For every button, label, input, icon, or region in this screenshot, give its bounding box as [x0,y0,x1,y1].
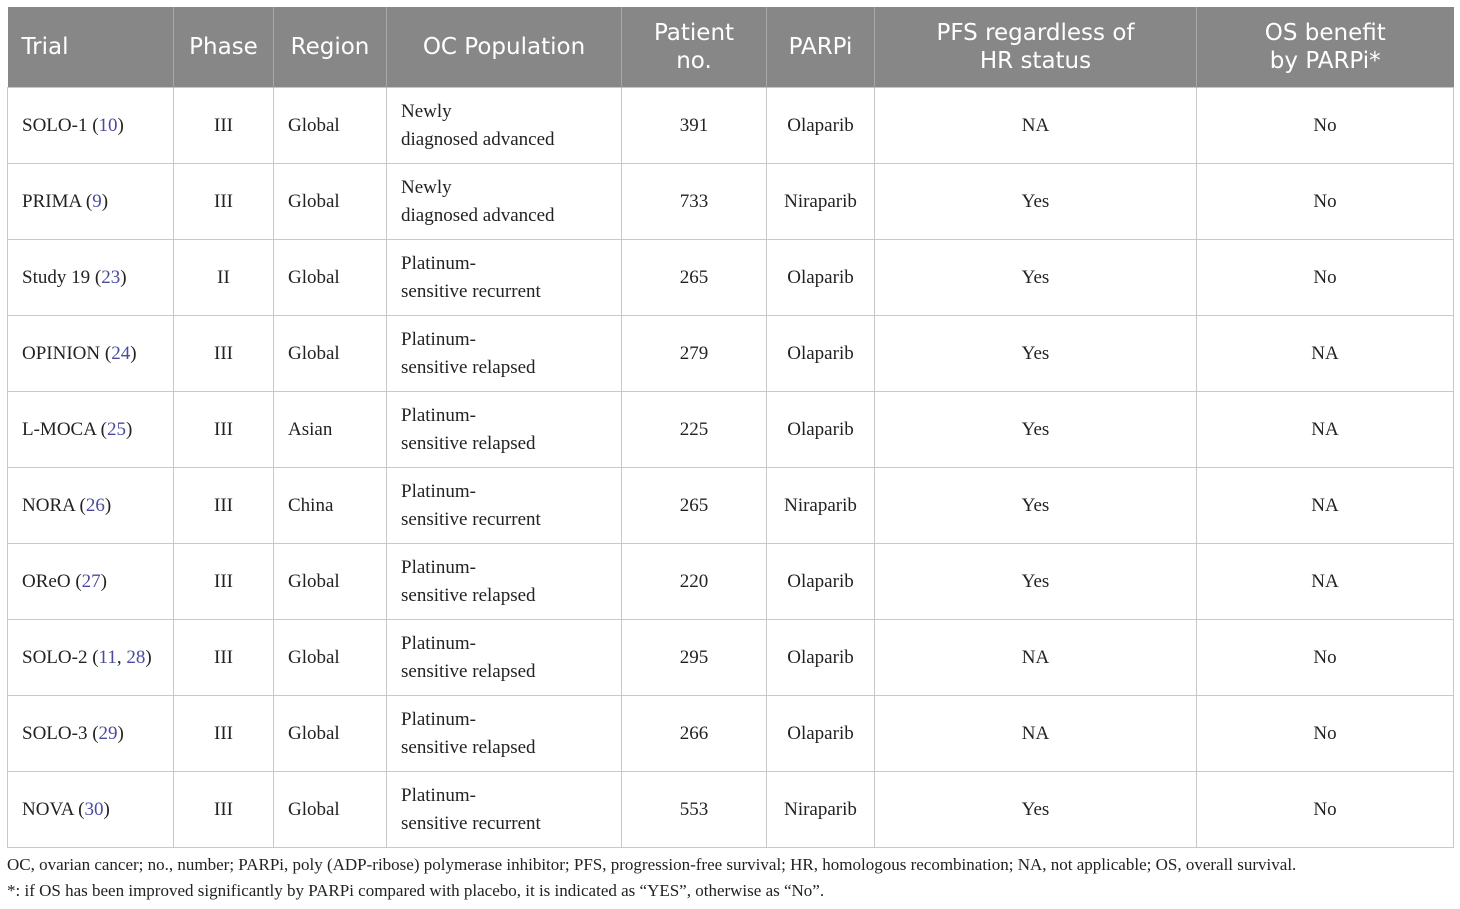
population-line: Platinum- [401,708,476,730]
table-row [8,164,1454,240]
cell-phase: III [174,164,274,240]
cell-trial: Study 19 (23) [8,240,174,316]
table-row [8,468,1454,544]
cell-population [387,696,622,772]
population-line: sensitive relapsed [401,356,536,378]
cell-region: Global [274,316,387,392]
cell-patients: 265 [622,468,767,544]
table-row [8,392,1454,468]
cell-os: NA [1197,544,1454,620]
cell-trial: PRIMA (9) [8,164,174,240]
footnote-os-definition: *: if OS has been improved significantly by PARPi compared with placebo, it is indicated as “YES”, otherwise as “No”. [7,881,825,900]
col-header-patients: Patient no. [622,7,767,88]
trial-name: OReO [22,570,71,592]
cell-parpi: Olaparib [767,88,875,164]
reference-link[interactable]: 26 [85,494,105,516]
cell-patients: 391 [622,88,767,164]
cell-phase: III [174,544,274,620]
reference-link[interactable]: 30 [84,798,104,820]
cell-phase: III [174,316,274,392]
cell-patients: 553 [622,772,767,848]
cell-parpi: Olaparib [767,620,875,696]
population-line: Newly [401,100,452,122]
population-line: sensitive recurrent [401,280,541,302]
cell-population [387,88,622,164]
cell-os: No [1197,240,1454,316]
cell-trial: NORA (26) [8,468,174,544]
header-row [8,7,1454,88]
footnote-abbreviations: OC, ovarian cancer; no., number; PARPi, poly (ADP-ribose) polymerase inhibitor; PFS, progression-free survival; HR, homologous recombination; NA, not applicable; OS, overall survival. [7,855,1297,874]
population-line: Platinum- [401,328,476,350]
reference-link[interactable]: 9 [92,190,102,212]
reference-link[interactable]: 25 [106,418,126,440]
trial-name: Study 19 [22,266,91,288]
cell-region: Global [274,620,387,696]
trial-name: L-MOCA [22,418,96,440]
trial-name: PRIMA [22,190,82,212]
table-footnotes [7,852,1453,904]
cell-region: Global [274,88,387,164]
col-header-parpi: PARPi [767,7,875,88]
cell-os: NA [1197,316,1454,392]
population-line: sensitive relapsed [401,584,536,606]
reference-link[interactable]: 28 [126,646,146,668]
reference-link[interactable]: 29 [98,722,118,744]
cell-parpi: Olaparib [767,392,875,468]
col-header-pfs: PFS regardless of HR status [875,7,1197,88]
reference-link[interactable]: 23 [101,266,121,288]
cell-trial: L-MOCA (25) [8,392,174,468]
cell-pfs: Yes [875,544,1197,620]
trial-name: NORA [22,494,75,516]
cell-population [387,772,622,848]
population-line: Platinum- [401,556,476,578]
cell-parpi: Olaparib [767,316,875,392]
cell-os: NA [1197,468,1454,544]
reference-link[interactable]: 11 [98,646,117,668]
cell-population [387,164,622,240]
cell-pfs: Yes [875,468,1197,544]
cell-region: Global [274,544,387,620]
col-header-os: OS benefit by PARPi* [1197,7,1454,88]
population-line: Platinum- [401,252,476,274]
cell-patients: 265 [622,240,767,316]
trials-table [7,7,1454,848]
cell-os: No [1197,88,1454,164]
col-header-region: Region [274,7,387,88]
cell-pfs: Yes [875,164,1197,240]
table-row [8,544,1454,620]
cell-os: No [1197,696,1454,772]
cell-os: NA [1197,392,1454,468]
cell-phase: III [174,392,274,468]
cell-pfs: Yes [875,392,1197,468]
cell-region: Global [274,240,387,316]
cell-phase: III [174,772,274,848]
population-line: Platinum- [401,632,476,654]
cell-pfs: NA [875,620,1197,696]
cell-region: Global [274,772,387,848]
cell-pfs: Yes [875,240,1197,316]
cell-region: Global [274,696,387,772]
trial-name: OPINION [22,342,101,364]
cell-trial: SOLO-2 (11, 28) [8,620,174,696]
reference-link[interactable]: 24 [111,342,131,364]
cell-phase: III [174,696,274,772]
table-row [8,88,1454,164]
cell-trial: NOVA (30) [8,772,174,848]
cell-pfs: NA [875,696,1197,772]
table-row [8,240,1454,316]
cell-population [387,620,622,696]
cell-population [387,316,622,392]
trial-name: SOLO-2 [22,646,88,668]
trial-name: SOLO-3 [22,722,88,744]
cell-pfs: NA [875,88,1197,164]
trial-name: SOLO-1 [22,114,88,136]
population-line: Platinum- [401,784,476,806]
col-header-phase: Phase [174,7,274,88]
cell-os: No [1197,620,1454,696]
cell-phase: II [174,240,274,316]
table-row [8,620,1454,696]
cell-patients: 279 [622,316,767,392]
table-row [8,696,1454,772]
cell-trial: OPINION (24) [8,316,174,392]
cell-parpi: Niraparib [767,468,875,544]
cell-population [387,468,622,544]
cell-parpi: Olaparib [767,240,875,316]
table-body [8,88,1454,848]
population-line: diagnosed advanced [401,128,555,150]
cell-region: China [274,468,387,544]
cell-parpi: Olaparib [767,544,875,620]
population-line: Platinum- [401,404,476,426]
cell-phase: III [174,88,274,164]
cell-patients: 295 [622,620,767,696]
col-header-population: OC Population [387,7,622,88]
cell-trial: OReO (27) [8,544,174,620]
population-line: sensitive relapsed [401,736,536,758]
cell-parpi: Niraparib [767,772,875,848]
population-line: sensitive recurrent [401,812,541,834]
table-row [8,772,1454,848]
population-line: Newly [401,176,452,198]
cell-patients: 733 [622,164,767,240]
cell-os: No [1197,164,1454,240]
reference-link[interactable]: 27 [81,570,101,592]
cell-population [387,392,622,468]
population-line: sensitive relapsed [401,660,536,682]
cell-parpi: Olaparib [767,696,875,772]
cell-os: No [1197,772,1454,848]
cell-pfs: Yes [875,316,1197,392]
cell-region: Global [274,164,387,240]
cell-patients: 225 [622,392,767,468]
cell-phase: III [174,468,274,544]
population-line: sensitive relapsed [401,432,536,454]
reference-link[interactable]: 10 [98,114,118,136]
cell-parpi: Niraparib [767,164,875,240]
cell-population [387,544,622,620]
trial-name: NOVA [22,798,74,820]
population-line: Platinum- [401,480,476,502]
cell-pfs: Yes [875,772,1197,848]
cell-trial: SOLO-3 (29) [8,696,174,772]
table-row [8,316,1454,392]
col-header-trial: Trial [8,7,174,88]
cell-patients: 220 [622,544,767,620]
cell-trial: SOLO-1 (10) [8,88,174,164]
cell-patients: 266 [622,696,767,772]
population-line: diagnosed advanced [401,204,555,226]
population-line: sensitive recurrent [401,508,541,530]
cell-population [387,240,622,316]
cell-phase: III [174,620,274,696]
cell-region: Asian [274,392,387,468]
